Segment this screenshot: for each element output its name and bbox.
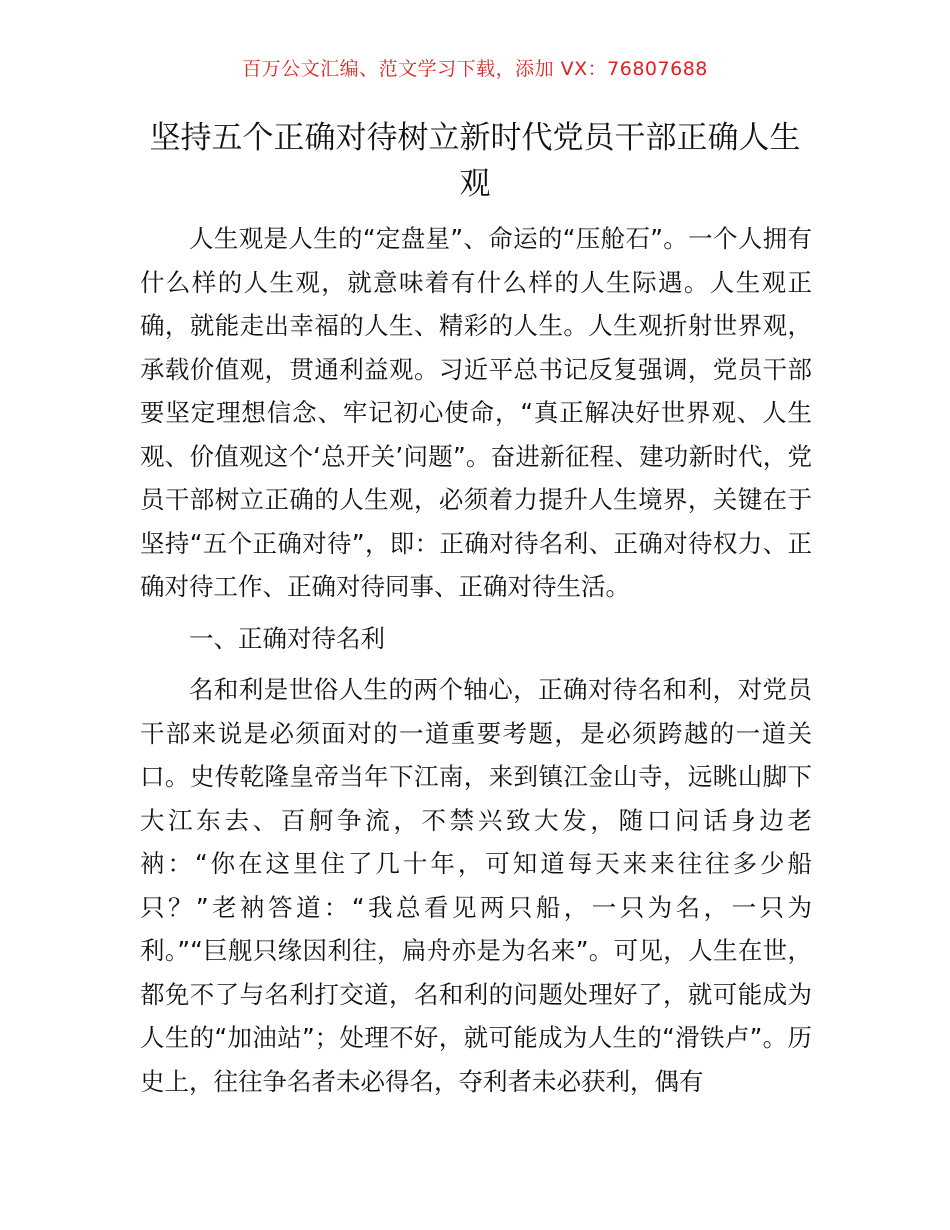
section-heading-1: 一、正确对待名利 xyxy=(189,623,385,653)
paragraph-intro: 人生观是人生的“定盘星”、命运的“压舱石”。一个人拥有什么样的人生观，就意味着有什么样的人生际遇。人生观正确，就能走出幸福的人生、精彩的人生。人生观折射世界观，承载价值观，贯通利益观。习近平总书记反复强调，党员干部要坚定理想信念、牢记初心使命，“真正解决好世界观、人生观、价值观这个‘总开关’问题”。奋进新征程、建功新时代，党员干部树立正确的人生观，必须着力提升人生境界，关键在于坚持“五个正确对待”，即：正确对待名利、正确对待权力、正确对待工作、正确对待同事、正确对待生活。 xyxy=(140,224,812,601)
promo-header: 百万公文汇编、范文学习下载，添加 VX：76807688 xyxy=(242,58,708,80)
document-body xyxy=(140,217,812,1103)
paragraph-fame-profit: 名和利是世俗人生的两个轴心，正确对待名和利，对党员干部来说是必须面对的一道重要考题，是必须跨越的一道关口。史传乾隆皇帝当年下江南，来到镇江金山寺，远眺山脚下大江东去、百舸争流，不禁兴致大发，随口问话身边老衲：“你在这里住了几十年，可知道每天来来往往多少船只？”老衲答道：“我总看见两只船，一只为名，一只为利。”“巨舰只缘因利往，扁舟亦是为名来”。可见，人生在世，都免不了与名利打交道，名和利的问题处理好了，就可能成为人生的“加油站”；处理不好，就可能成为人生的“滑铁卢”。历史上，往往争名者未必得名，夺利者未必获利，偶有 xyxy=(140,675,812,1096)
document-title: 坚持五个正确对待树立新时代党员干部正确人生观 xyxy=(149,120,801,202)
